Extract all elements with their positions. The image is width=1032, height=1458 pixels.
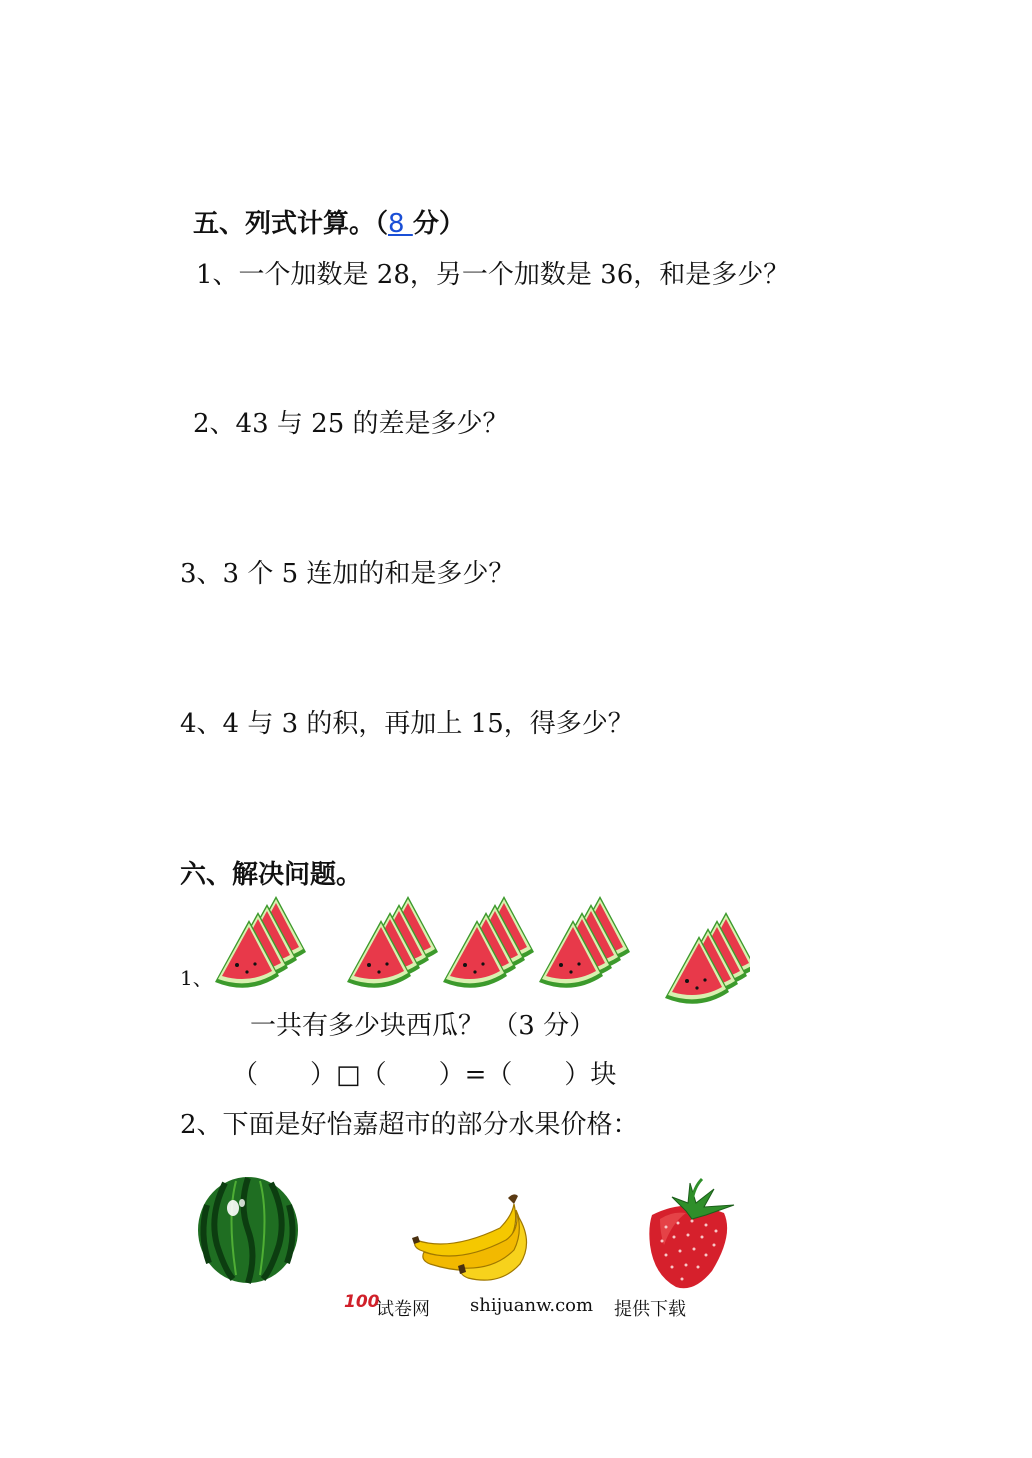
question-1: 1、一个加数是 28，另一个加数是 36，和是多少？ <box>196 260 790 290</box>
problem-1-question: 一共有多少块西瓜？ （3 分） <box>250 1011 596 1041</box>
footer-site-name: 试卷网 <box>376 1299 430 1320</box>
watermelon-image <box>195 1175 303 1285</box>
strawberry-image <box>642 1175 742 1295</box>
footer-tagline: 提供下载 <box>614 1299 686 1320</box>
section5-heading-suffix: 分） <box>412 209 465 239</box>
question-2: 2、43 与 25 的差是多少？ <box>193 409 509 439</box>
problem-1-equation: （ ）□（ ）=（ ）块 <box>232 1060 617 1090</box>
problem-1-number: 1、 <box>180 966 213 990</box>
points-link[interactable]: 8 <box>388 209 413 239</box>
question-4: 4、4 与 3 的积，再加上 15，得多少？ <box>180 709 634 739</box>
footer-url[interactable]: shijuanw.com <box>470 1295 594 1316</box>
section5-heading-prefix: 五、列式计算。（ <box>193 209 389 239</box>
problem-2-text: 2、下面是好怡嘉超市的部分水果价格： <box>180 1110 639 1140</box>
site-logo: 100 <box>344 1292 380 1312</box>
banana-image <box>410 1190 535 1285</box>
watermelon-slices-image <box>210 890 750 1005</box>
section5-heading <box>193 211 465 237</box>
section6-heading: 六、解决问题。 <box>180 860 363 890</box>
question-3: 3、3 个 5 连加的和是多少？ <box>180 559 515 589</box>
